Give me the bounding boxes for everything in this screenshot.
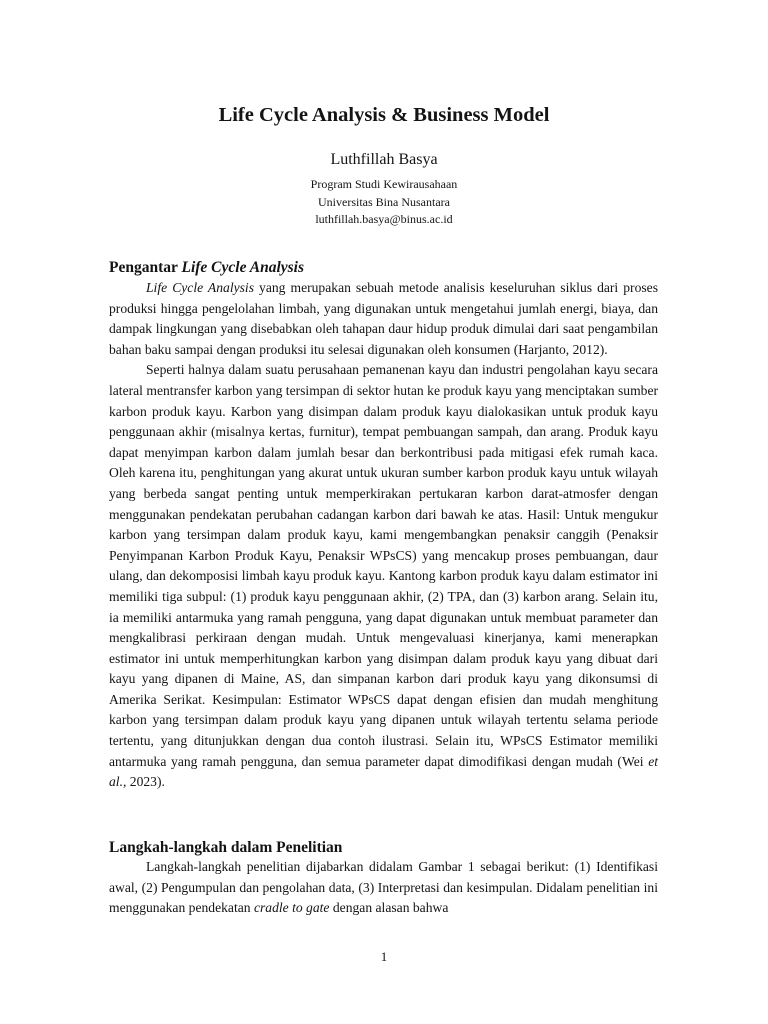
paragraph-steps-1-italic: cradle to gate: [253, 900, 330, 916]
section-heading-steps: Langkah-langkah dalam Penelitian: [109, 839, 343, 856]
paragraph-steps-1: [109, 857, 658, 919]
section-heading-intro-plain: Pengantar: [109, 259, 182, 276]
page-number: 1: [380, 949, 388, 964]
section-steps-body: [109, 857, 658, 919]
document-title: Life Cycle Analysis & Business Model: [218, 104, 550, 126]
paragraph-intro-2-text: Seperti halnya dalam suatu perusahaan pemanenan kayu dan industri pengolahan kayu secara lateral mentransfer karbon yang tersimpan di sektor hutan ke produk kayu yang menciptakan sumber karbon produk kayu. Karbon yang disimpan dalam produk kayu dialokasikan untuk produk kayu penggunaan akhir (misalnya kertas, furnitur), tempat pembuangan sampah, dan arang. Produk kayu dapat menyimpan karbon dalam jumlah besar dan berkontribusi pada mitigasi efek rumah kaca. Oleh karena itu, penghitungan yang akurat untuk ukuran sumber karbon produk kayu untuk wilayah yang berbeda sangat penting untuk memperkirakan pertukaran karbon darat-atmosfer dengan menggunakan pendekatan perubahan cadangan karbon dari bawah ke atas. Hasil: Untuk mengukur karbon yang tersimpan dalam produk kayu, kami mengembangkan penaksir canggih (Penaksir Penyimpanan Karbon Produk Kayu, Penaksir WPsCS) yang mencakup proses pembuangan, daur ulang, dan dekomposisi limbah kayu produk kayu. Kantong karbon produk kayu dalam estimator ini memiliki tiga subpul: (1) produk kayu penggunaan akhir, (2) TPA, dan (3) karbon arang. Selain itu, ia memiliki antarmuka yang ramah pengguna, yang dapat digunakan untuk membuat parameter dan mengkalibrasi perkiraan dengan mudah. Untuk mengevaluasi kinerjanya, kami menerapkan estimator ini untuk memperhitungkan karbon yang disimpan dalam produk kayu yang dibuat dari kayu yang dipanen di Maine, AS, dan simpanan karbon dari produk kayu yang dikonsumsi di Amerika Serikat. Kesimpulan: Estimator WPsCS dapat dengan efisien dan mudah menghitung karbon yang tersimpan dalam produk kayu yang dipanen untuk wilayah tertentu selama periode tertentu, yang ditunjukkan dengan dua contoh ilustrasi. Selain itu, WPsCS Estimator memiliki antarmuka yang ramah pengguna, dan semua parameter dapat dimodifikasi dengan mudah (Wei: [109, 362, 658, 769]
study-program: Program Studi Kewirausahaan: [310, 177, 458, 191]
author-name: Luthfillah Basya: [330, 151, 438, 168]
paragraph-intro-1-italic: Life Cycle Analysis: [146, 280, 254, 295]
paragraph-steps-1-end: dengan alasan bahwa: [329, 900, 449, 916]
author-affiliation: [0, 176, 768, 229]
paragraph-intro-2-end: , 2023).: [122, 774, 165, 790]
section-heading-intro-italic: Life Cycle Analysis: [181, 259, 305, 276]
author-email: luthfillah.basya@binus.ac.id: [315, 212, 453, 226]
university-name: Universitas Bina Nusantara: [318, 194, 450, 209]
paragraph-intro-1: [109, 278, 658, 360]
paragraph-intro-2-italic: et al.: [109, 753, 658, 790]
paragraph-intro-1-text: yang merupakan sebuah metode analisis keseluruhan siklus dari proses produksi hingga pengelolahan limbah, yang digunakan untuk mengetahui jumlah energi, biaya, dan dampak lingkungan yang disebabkan oleh tahapan daur hidup produk dimulai dari saat pengambilan bahan baku sampai dengan produksi itu selesai digunakan oleh konsumen (Harjanto, 2012).: [109, 280, 658, 357]
paragraph-steps-1-text: Langkah-langkah penelitian dijabarkan didalam Gambar 1 sebagai berikut: (1) Identifikasi awal, (2) Pengumpulan dan pengolahan data, (3) Interpretasi dan kesimpulan. Didalam penelitian ini menggunakan pendekatan: [109, 859, 658, 916]
section-intro-body: [109, 278, 658, 793]
paragraph-intro-2: [109, 360, 658, 792]
section-heading-intro: [109, 259, 659, 277]
